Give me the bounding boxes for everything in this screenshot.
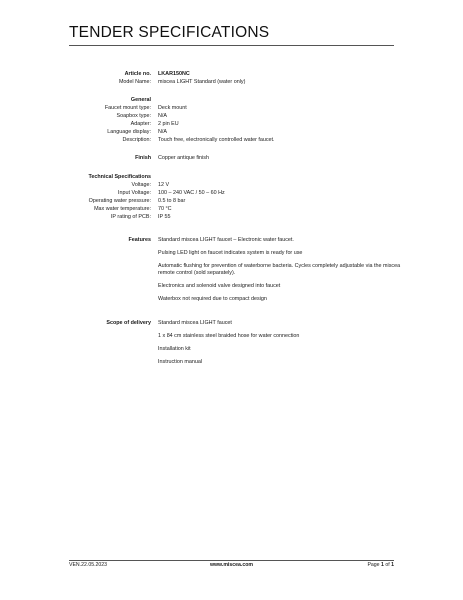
- general-row-label: Language display:: [107, 129, 151, 135]
- general-row-value: Deck mount: [158, 105, 187, 111]
- scope-item: Standard miscea LIGHT faucet: [158, 320, 232, 326]
- technical-row-value: 100 – 240 VAC / 50 – 60 Hz: [158, 190, 225, 196]
- technical-heading: Technical Specifications: [88, 174, 151, 180]
- features-label: Features: [128, 237, 151, 243]
- technical-row-value: 12 V: [158, 182, 170, 188]
- general-heading: General: [130, 97, 151, 103]
- footer-page-number: [367, 562, 394, 568]
- footer-version: VEN.22.05.2023: [69, 562, 108, 568]
- technical-row-value: 0.5 to 8 bar: [158, 198, 186, 204]
- general-row-value: 2 pin EU: [158, 121, 179, 127]
- technical-row-label: Max water temperature:: [94, 206, 151, 212]
- page-prefix: Page: [367, 562, 381, 568]
- scope-label: Scope of delivery: [106, 320, 151, 326]
- technical-row-label: IP rating of PCB:: [110, 214, 151, 220]
- page-title: TENDER SPECIFICATIONS: [69, 24, 270, 41]
- scope-item: Installation kit: [158, 346, 191, 352]
- footer-website-link[interactable]: www.miscea.com: [209, 562, 254, 568]
- article-no-label: Article no.: [124, 71, 151, 77]
- model-name-value: miscea LIGHT Standard (water only): [158, 79, 246, 85]
- general-row-value: N/A: [158, 129, 167, 135]
- technical-row-value: IP 55: [158, 214, 171, 220]
- finish-value: Copper antique finish: [158, 155, 209, 161]
- feature-item: Electronics and solenoid valve designed into faucet: [158, 283, 281, 289]
- technical-row-label: Operating water pressure:: [88, 198, 151, 204]
- model-name-label: Model Name:: [118, 79, 151, 85]
- scope-item: Instruction manual: [158, 359, 203, 365]
- general-row-label: Faucet mount type:: [104, 105, 151, 111]
- page-of: of: [383, 562, 392, 568]
- general-row-label: Description:: [122, 137, 151, 143]
- article-no-value: LKAR150NC: [158, 71, 190, 77]
- header-divider: [69, 45, 394, 46]
- general-row-label: Soapbox type:: [116, 113, 151, 119]
- feature-item: Waterbox not required due to compact design: [158, 296, 267, 302]
- page-total: 1: [391, 562, 394, 568]
- finish-label: Finish: [135, 155, 151, 161]
- feature-item: Pulsing LED light on faucet indicates system is ready for use: [158, 250, 303, 256]
- technical-row-label: Voltage:: [131, 182, 151, 188]
- general-row-value: N/A: [158, 113, 167, 119]
- footer-divider: [69, 560, 394, 561]
- feature-item: Standard miscea LIGHT faucet – Electronic water faucet.: [158, 237, 294, 243]
- scope-item: 1 x 84 cm stainless steel braided hose for water connection: [158, 333, 300, 339]
- technical-row-value: 70 °C: [158, 206, 172, 212]
- general-row-label: Adapter:: [130, 121, 151, 127]
- feature-item: Automatic flushing for prevention of waterborne bacteria. Cycles completely adjustable via the miscea remote control (sold separately).: [158, 263, 401, 276]
- technical-row-label: Input Voltage:: [118, 190, 151, 196]
- page-current: 1: [381, 562, 384, 568]
- general-row-value: Touch free, electronically controlled water faucet.: [158, 137, 275, 143]
